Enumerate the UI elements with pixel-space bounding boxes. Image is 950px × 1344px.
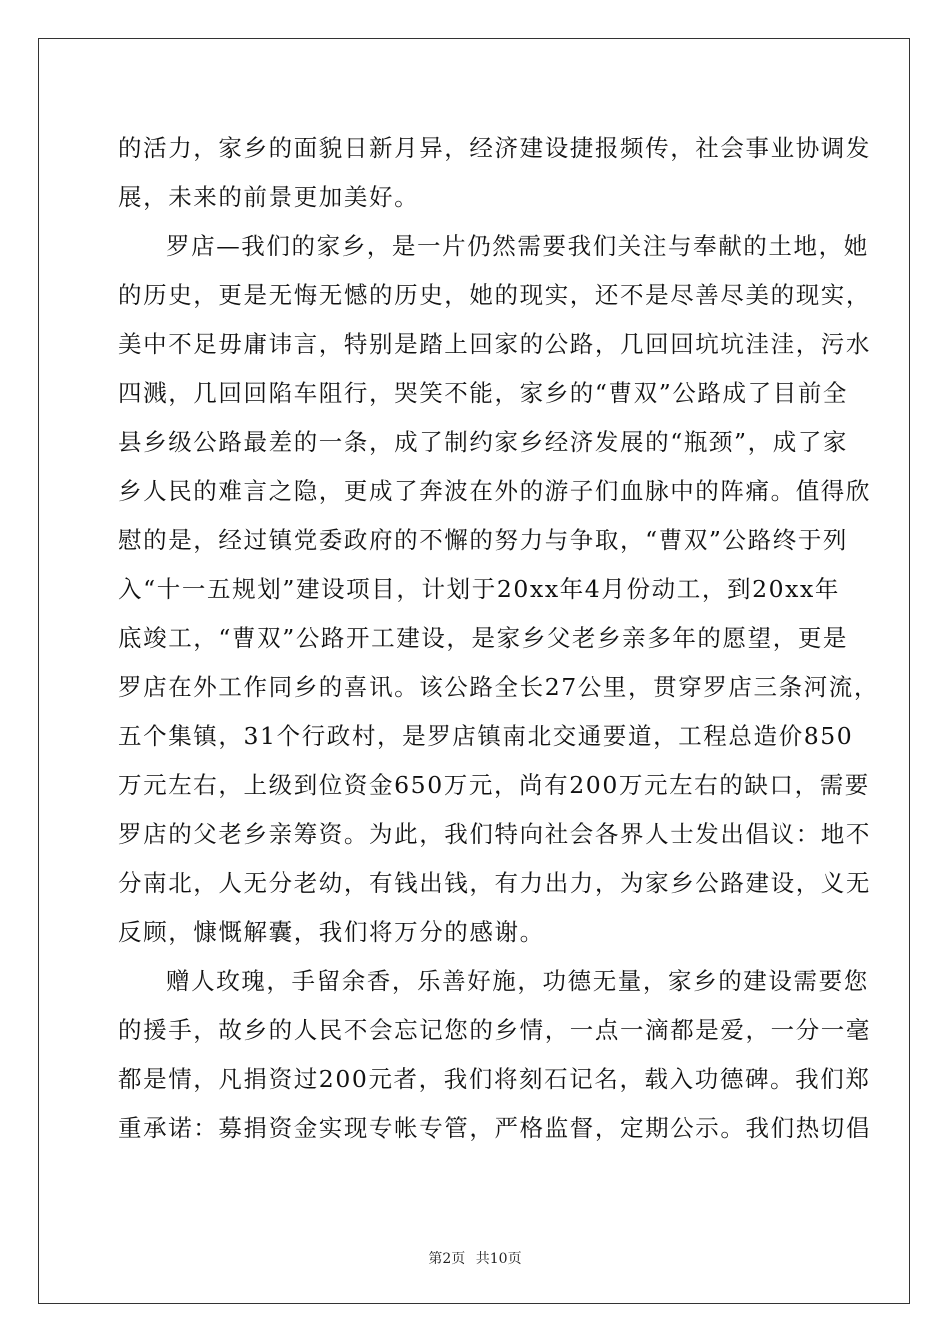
page-total: 共10页 (475, 1251, 522, 1267)
text-line: 重承诺：募捐资金实现专帐专管，严格监督，定期公示。我们热切倡 (118, 1114, 871, 1142)
text-line: 底竣工，“曹双”公路开工建设，是家乡父老乡亲多年的愿望，更是 (118, 624, 849, 652)
text-line: 展，未来的前景更加美好。 (118, 183, 420, 211)
text-line: 慰的是，经过镇党委政府的不懈的努力与争取，“曹双”公路终于列 (118, 526, 849, 554)
text-line: 分南北，人无分老幼，有钱出钱，有力出力，为家乡公路建设，义无 (118, 869, 871, 897)
page-footer (0, 1248, 950, 1268)
text-line: 美中不足毋庸讳言，特别是踏上回家的公路，几回回坑坑洼洼，污水 (118, 330, 871, 358)
text-line: 罗店在外工作同乡的喜讯。该公路全长27公里，贯穿罗店三条河流， (118, 673, 880, 701)
text-line: 罗店的父老乡亲筹资。为此，我们特向社会各界人士发出倡议：地不 (118, 820, 871, 848)
text-line: 万元左右，上级到位资金650万元，尚有200万元左右的缺口，需要 (118, 771, 870, 799)
text-line: 四溅，几回回陷车阻行，哭笑不能，家乡的“曹双”公路成了目前全 (118, 379, 849, 407)
text-line: 的历史，更是无悔无憾的历史，她的现实，还不是尽善尽美的现实， (118, 281, 871, 309)
text-line: 反顾，慷慨解囊，我们将万分的感谢。 (118, 918, 545, 946)
paragraph (118, 957, 871, 1153)
text-line: 都是情，凡捐资过200元者，我们将刻石记名，载入功德碑。我们郑 (118, 1065, 871, 1093)
paragraph (118, 124, 871, 222)
document-body (118, 124, 880, 1153)
text-line: 罗店—我们的家乡，是一片仍然需要我们关注与奉献的土地，她 (166, 232, 869, 260)
text-line: 的援手，故乡的人民不会忘记您的乡情，一点一滴都是爱，一分一毫 (118, 1016, 871, 1044)
text-line: 县乡级公路最差的一条，成了制约家乡经济发展的“瓶颈”，成了家 (118, 428, 849, 456)
text-line: 五个集镇，31个行政村，是罗店镇南北交通要道，工程总造价850 (118, 722, 854, 750)
text-line: 入“十一五规划”建设项目，计划于20xx年4月份动工，到20xx年 (118, 575, 840, 603)
text-line: 赠人玫瑰，手留余香，乐善好施，功德无量，家乡的建设需要您 (166, 967, 869, 995)
text-line: 乡人民的难言之隐，更成了奔波在外的游子们血脉中的阵痛。值得欣 (118, 477, 871, 505)
page-number: 第2页 (428, 1251, 466, 1267)
text-line: 的活力，家乡的面貌日新月异，经济建设捷报频传，社会事业协调发 (118, 134, 871, 162)
paragraph (118, 222, 880, 957)
